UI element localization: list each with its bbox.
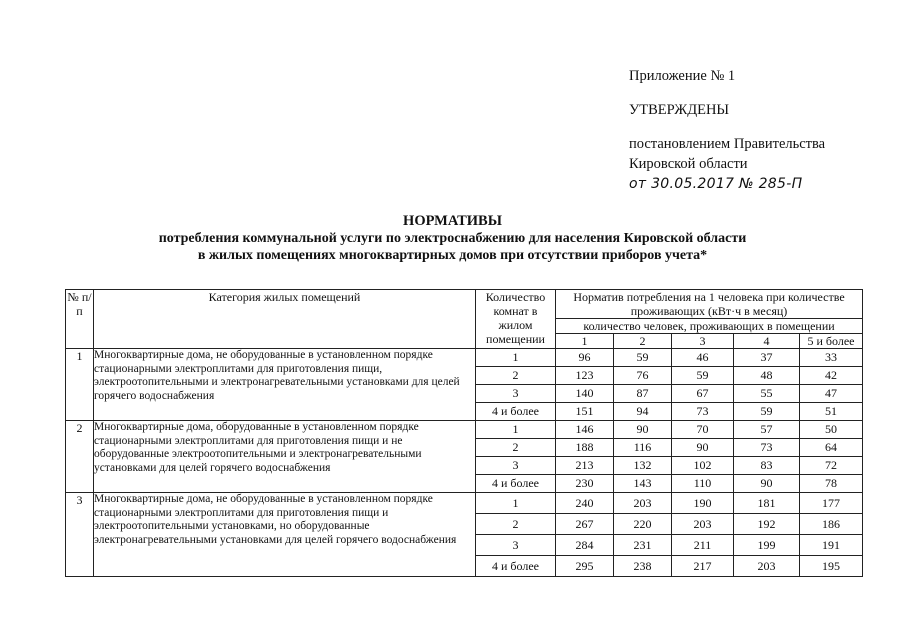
header-persons-1: 1 — [556, 334, 614, 349]
group-category: Многоквартирные дома, оборудованные в установленном порядке стационарными электроплитами для приготовления пищи и не оборудованные электроотопительными и электронагревательными установками для целей горячего водоснабжения — [94, 421, 476, 493]
value-cell: 47 — [800, 385, 863, 403]
value-cell: 220 — [614, 514, 672, 535]
value-cell: 51 — [800, 403, 863, 421]
value-cell: 238 — [614, 556, 672, 577]
value-cell: 192 — [734, 514, 800, 535]
rooms-cell: 2 — [476, 439, 556, 457]
header-persons: количество человек, проживающих в помещении — [556, 319, 863, 334]
decree-date-number: от 30.05.2017 № 285-П — [629, 176, 803, 192]
group-category: Многоквартирные дома, не оборудованные в установленном порядке стационарными электроплитами для приготовления пищи, электроотопительными и электронагревательными установками для целей горячего водоснабжения — [94, 349, 476, 421]
value-cell: 284 — [556, 535, 614, 556]
value-cell: 186 — [800, 514, 863, 535]
group-number: 3 — [66, 493, 94, 577]
value-cell: 191 — [800, 535, 863, 556]
value-cell: 217 — [672, 556, 734, 577]
value-cell: 87 — [614, 385, 672, 403]
value-cell: 55 — [734, 385, 800, 403]
value-cell: 132 — [614, 457, 672, 475]
rooms-cell: 4 и более — [476, 403, 556, 421]
value-cell: 90 — [614, 421, 672, 439]
rooms-cell: 4 и более — [476, 475, 556, 493]
rooms-cell: 1 — [476, 493, 556, 514]
approval-block — [629, 66, 825, 194]
rooms-cell: 3 — [476, 457, 556, 475]
rooms-cell: 1 — [476, 421, 556, 439]
value-cell: 190 — [672, 493, 734, 514]
approved-label: УТВЕРЖДЕНЫ — [629, 102, 730, 118]
value-cell: 123 — [556, 367, 614, 385]
value-cell: 37 — [734, 349, 800, 367]
value-cell: 230 — [556, 475, 614, 493]
rooms-cell: 3 — [476, 385, 556, 403]
value-cell: 67 — [672, 385, 734, 403]
rooms-cell: 2 — [476, 367, 556, 385]
value-cell: 50 — [800, 421, 863, 439]
value-cell: 102 — [672, 457, 734, 475]
value-cell: 59 — [614, 349, 672, 367]
table-row — [66, 493, 863, 514]
value-cell: 231 — [614, 535, 672, 556]
title-line-1: НОРМАТИВЫ — [403, 213, 502, 229]
header-persons-4: 4 — [734, 334, 800, 349]
header-category: Категория жилых помещений — [94, 290, 476, 349]
value-cell: 203 — [734, 556, 800, 577]
value-cell: 110 — [672, 475, 734, 493]
value-cell: 211 — [672, 535, 734, 556]
header-row-1 — [66, 290, 863, 319]
rooms-cell: 2 — [476, 514, 556, 535]
value-cell: 90 — [672, 439, 734, 457]
value-cell: 42 — [800, 367, 863, 385]
value-cell: 177 — [800, 493, 863, 514]
group-number: 2 — [66, 421, 94, 493]
value-cell: 33 — [800, 349, 863, 367]
value-cell: 267 — [556, 514, 614, 535]
value-cell: 70 — [672, 421, 734, 439]
value-cell: 213 — [556, 457, 614, 475]
header-number: № п/п — [66, 290, 94, 349]
value-cell: 73 — [672, 403, 734, 421]
value-cell: 73 — [734, 439, 800, 457]
value-cell: 199 — [734, 535, 800, 556]
rooms-cell: 1 — [476, 349, 556, 367]
header-norm: Норматив потребления на 1 человека при количестве проживающих (кВт·ч в месяц) — [556, 290, 863, 319]
header-persons-3: 3 — [672, 334, 734, 349]
value-cell: 48 — [734, 367, 800, 385]
appendix-label: Приложение № 1 — [629, 68, 736, 84]
group-number: 1 — [66, 349, 94, 421]
value-cell: 146 — [556, 421, 614, 439]
document-title — [0, 213, 905, 264]
value-cell: 240 — [556, 493, 614, 514]
title-line-3: в жилых помещениях многоквартирных домов при отсутствии приборов учета* — [197, 248, 708, 263]
value-cell: 59 — [672, 367, 734, 385]
group-category: Многоквартирные дома, не оборудованные в установленном порядке стационарными электроплитами для приготовления пищи и электроотопительными установками, но оборудованные электронагревательными установками для целей горячего водоснабжения — [94, 493, 476, 577]
value-cell: 203 — [614, 493, 672, 514]
value-cell: 140 — [556, 385, 614, 403]
value-cell: 96 — [556, 349, 614, 367]
title-line-2: потребления коммунальной услуги по электроснабжению для населения Кировской области — [158, 231, 747, 246]
value-cell: 76 — [614, 367, 672, 385]
header-persons-2: 2 — [614, 334, 672, 349]
table-row — [66, 349, 863, 367]
value-cell: 116 — [614, 439, 672, 457]
value-cell: 151 — [556, 403, 614, 421]
value-cell: 94 — [614, 403, 672, 421]
value-cell: 143 — [614, 475, 672, 493]
value-cell: 46 — [672, 349, 734, 367]
value-cell: 78 — [800, 475, 863, 493]
value-cell: 57 — [734, 421, 800, 439]
value-cell: 195 — [800, 556, 863, 577]
value-cell: 203 — [672, 514, 734, 535]
rooms-cell: 4 и более — [476, 556, 556, 577]
decree-line-2: Кировской области — [629, 156, 748, 172]
header-rooms: Количество комнат в жилом помещении — [476, 290, 556, 349]
value-cell: 181 — [734, 493, 800, 514]
table-row — [66, 421, 863, 439]
header-persons-5plus: 5 и более — [800, 334, 863, 349]
value-cell: 188 — [556, 439, 614, 457]
value-cell: 83 — [734, 457, 800, 475]
value-cell: 59 — [734, 403, 800, 421]
value-cell: 90 — [734, 475, 800, 493]
norms-table — [65, 289, 863, 577]
rooms-cell: 3 — [476, 535, 556, 556]
value-cell: 64 — [800, 439, 863, 457]
value-cell: 72 — [800, 457, 863, 475]
decree-line-1: постановлением Правительства — [629, 136, 826, 152]
value-cell: 295 — [556, 556, 614, 577]
